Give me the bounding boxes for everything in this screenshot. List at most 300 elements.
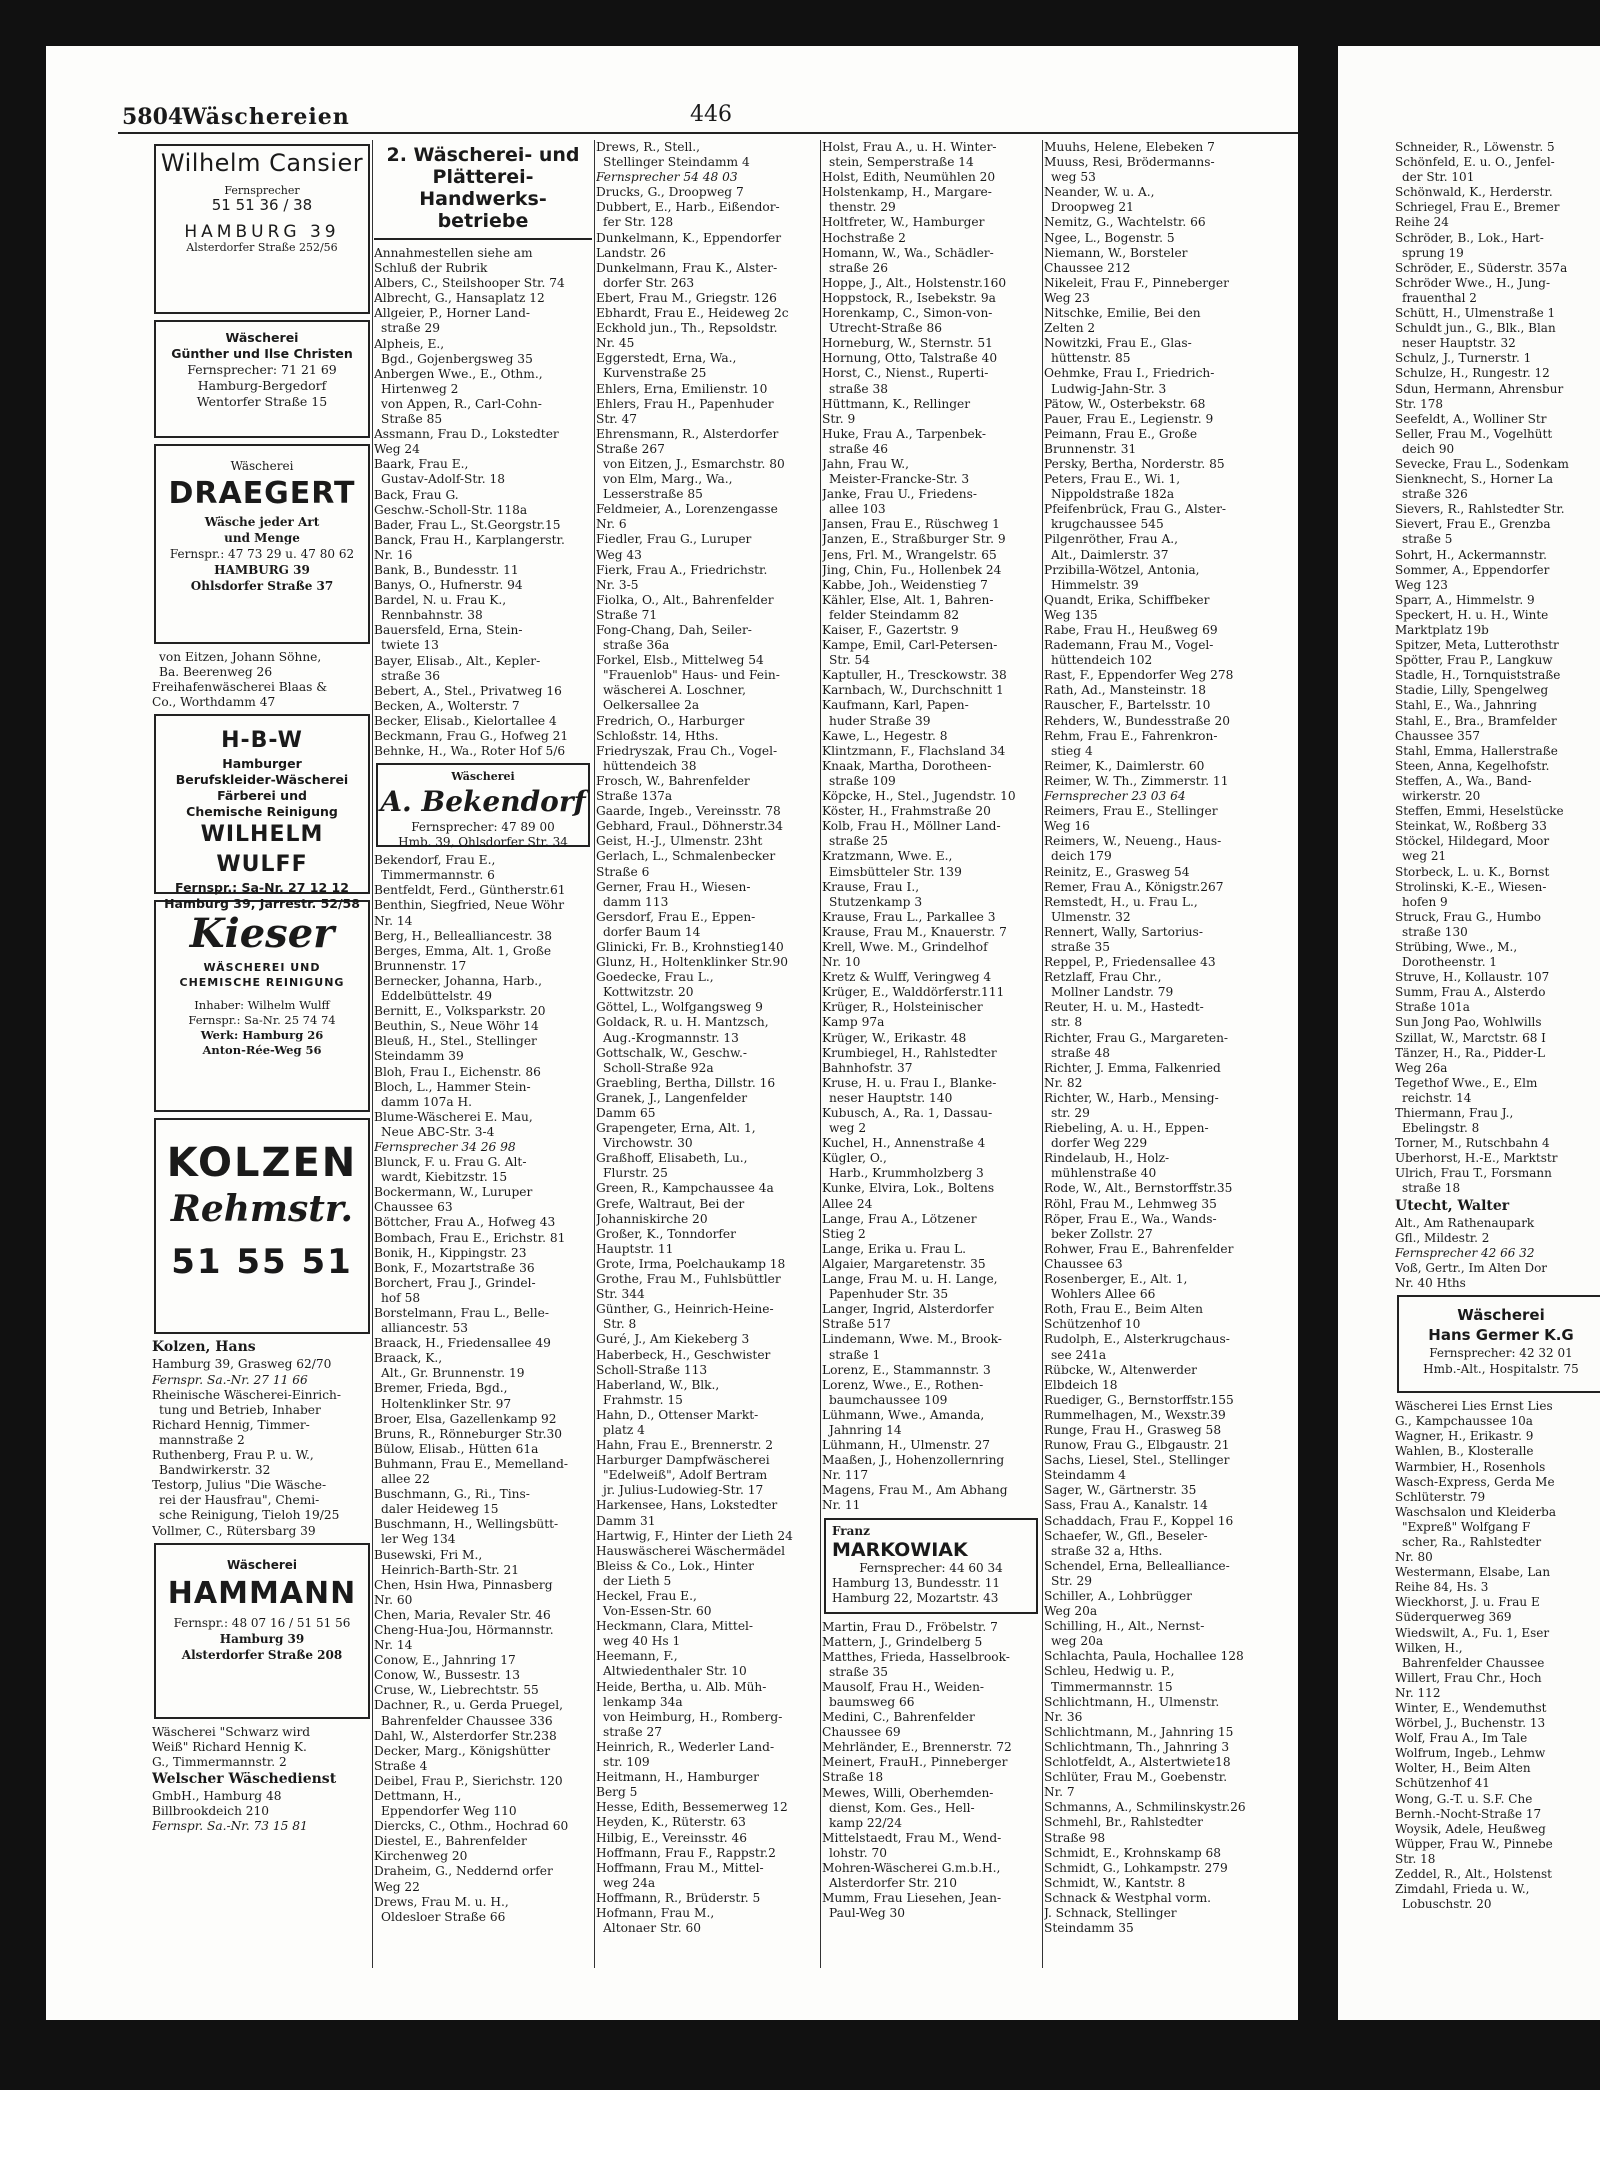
- directory-entry: Anbergen Wwe., E., Othm.,: [374, 366, 543, 381]
- column-1: [152, 140, 372, 1970]
- directory-entry: damm 113: [603, 894, 669, 909]
- directory-entry: Buhmann, Frau E., Memelland-: [374, 1456, 569, 1471]
- directory-entry: Zelten 2: [1044, 321, 1096, 336]
- ad-hbw: [154, 714, 370, 912]
- directory-entry: Martin, Frau D., Fröbelstr. 7: [822, 1619, 998, 1634]
- ad-name: Wilhelm Cansier: [160, 149, 364, 177]
- ad-address: Hamburg 39, Jarrestr. 52/58: [164, 896, 360, 912]
- directory-entry: G., Timmermannstr. 2: [152, 1754, 287, 1769]
- directory-entry: Böttcher, Frau A., Hofweg 43: [374, 1215, 556, 1230]
- directory-entry: Borstelmann, Frau L., Belle-: [374, 1306, 549, 1320]
- directory-entry: Kirchenweg 20: [374, 1849, 468, 1864]
- directory-entry: GmbH., Hamburg 48: [152, 1788, 282, 1803]
- directory-entry: Krause, Frau M., Knauerstr. 7: [822, 924, 1007, 939]
- directory-entry: weg 21: [1402, 849, 1447, 864]
- directory-entry: Weiß" Richard Hennig K.: [152, 1739, 307, 1754]
- directory-entry: Seller, Frau M., Vogelhütt: [1395, 426, 1553, 441]
- directory-entry: Nr. 60: [374, 1592, 413, 1607]
- ad-phone: 51 51 36 / 38: [211, 196, 313, 215]
- ad-line: WÄSCHEREI UND: [203, 961, 321, 975]
- ad-line: Wäsche jeder Art: [204, 515, 320, 529]
- directory-entry: Jahn, Frau W.,: [822, 456, 910, 471]
- directory-entry: Schmidt, W., Kantstr. 8: [1044, 1875, 1186, 1890]
- directory-entry: Hofmann, Frau M.,: [596, 1905, 715, 1920]
- directory-entry: Hesse, Edith, Bessemerweg 12: [596, 1800, 788, 1815]
- directory-entry: straße 35: [829, 1664, 888, 1679]
- directory-entry: see 241a: [1051, 1347, 1107, 1362]
- directory-entry: Grapengeter, Erna, Alt. 1,: [596, 1121, 756, 1136]
- directory-entry: Rudolph, E., Alsterkrugchaus-: [1044, 1332, 1230, 1347]
- directory-entry: Rennert, Wally, Sartorius-: [1044, 924, 1203, 939]
- directory-entry: Weg 22: [374, 1879, 420, 1894]
- directory-entry: Weg 135: [1044, 607, 1098, 622]
- directory-entry: Hornung, Otto, Talstraße 40: [822, 351, 998, 366]
- directory-entry: Weg 16: [1044, 819, 1090, 834]
- directory-entry: Back, Frau G.: [374, 487, 459, 502]
- directory-entry: Lindemann, Wwe. M., Brook-: [822, 1332, 1002, 1347]
- ad-city: HAMBURG 39: [214, 563, 310, 577]
- directory-entry: Wäscherei Lies Ernst Lies: [1395, 1399, 1553, 1414]
- directory-entry: Nr. 82: [1044, 1075, 1083, 1090]
- ad-phone: Fernspr.: Sa-Nr. 25 74 74: [188, 1013, 336, 1028]
- directory-entry: Alt., Am Rathenaupark: [1395, 1215, 1535, 1230]
- directory-entry: Kamp 97a: [822, 1015, 885, 1030]
- directory-entry: Graebling, Bertha, Dillstr. 16: [596, 1075, 776, 1090]
- directory-entry: Holtenklinker Str. 97: [381, 1396, 512, 1411]
- directory-entry: Wilken, H.,: [1395, 1640, 1463, 1655]
- directory-entry: Bader, Frau L., St.Georgstr.15: [374, 517, 561, 532]
- directory-entry: Reimers, W., Neueng., Haus-: [1044, 834, 1222, 849]
- ad-line: Wäscherei: [225, 330, 299, 345]
- directory-entry: Algaier, Margaretenstr. 35: [822, 1256, 986, 1271]
- directory-entry: alliancestr. 53: [381, 1321, 469, 1336]
- directory-entry: Beckmann, Frau G., Hofweg 21: [374, 729, 569, 743]
- directory-entry: Banys, O., Hufnerstr. 94: [374, 578, 523, 593]
- directory-entry: Bernecker, Johanna, Harb.,: [374, 973, 543, 988]
- directory-entry: Voß, Gertr., Im Alten Dor: [1395, 1260, 1548, 1275]
- directory-entry: Quandt, Erika, Schiffbeker: [1044, 592, 1210, 607]
- entry-list: [152, 1340, 372, 1538]
- directory-entry: tung und Betrieb, Inhaber: [159, 1402, 321, 1417]
- directory-entry: mannstraße 2: [159, 1432, 245, 1447]
- ad-kolzen: [154, 1118, 370, 1334]
- directory-entry: Meister-Francke-Str. 3: [829, 472, 970, 487]
- directory-entry: Fernsprecher 42 66 32: [1395, 1245, 1535, 1260]
- directory-entry: Rehders, W., Bundesstraße 20: [1044, 713, 1231, 728]
- directory-entry: Allgeier, P., Horner Land-: [374, 306, 530, 321]
- directory-entry: Zimdahl, Frieda u. W.,: [1395, 1882, 1530, 1897]
- directory-entry: Schützenhof 41: [1395, 1776, 1490, 1791]
- directory-entry: Conow, E., Jahnring 17: [374, 1653, 516, 1668]
- ad-name: H-B-W: [221, 728, 303, 754]
- directory-entry: Johanniskirche 20: [596, 1211, 708, 1226]
- directory-entry: Nr. 10: [822, 955, 861, 970]
- ad-address: Alsterdorfer Straße 252/56: [186, 241, 338, 255]
- directory-entry: Sass, Frau A., Kanalstr. 14: [1044, 1498, 1208, 1513]
- directory-entry: Bloch, L., Hammer Stein-: [374, 1079, 531, 1094]
- ad-line: Franz: [832, 1523, 870, 1538]
- directory-entry: Assmann, Frau D., Lokstedter: [374, 427, 559, 442]
- ad-markowiak: [824, 1518, 1038, 1614]
- directory-entry: Straße 137a: [596, 789, 673, 804]
- directory-entry: Langer, Ingrid, Alsterdorfer: [822, 1302, 994, 1317]
- directory-entry: Krause, Frau L., Parkallee 3: [822, 909, 996, 924]
- directory-entry: Brunnenstr. 17: [374, 958, 467, 973]
- directory-entry: allee 103: [829, 502, 886, 517]
- directory-entry: Hauptstr. 11: [596, 1241, 674, 1256]
- directory-entry: straße 48: [1051, 1045, 1110, 1060]
- directory-entry: Landstr. 26: [596, 245, 666, 260]
- directory-entry: Richard Hennig, Timmer-: [152, 1417, 310, 1432]
- directory-entry: straße 29: [381, 321, 440, 336]
- directory-entry: Schluß der Rubrik: [374, 261, 488, 276]
- directory-entry: Spitzer, Meta, Lutterothstr: [1395, 638, 1559, 653]
- directory-entry: Goedecke, Frau L.,: [596, 970, 714, 985]
- directory-entry: Krüger, W., Erikastr. 48: [822, 1030, 967, 1045]
- column-6: [1395, 140, 1600, 1970]
- directory-entry: Nippoldstraße 182a: [1051, 487, 1175, 502]
- directory-entry: allee 22: [381, 1472, 430, 1487]
- directory-entry: Peimann, Frau E., Große: [1044, 426, 1198, 441]
- entry-list: [822, 1620, 1040, 1922]
- directory-entry: Sevecke, Frau L., Sodenkam: [1395, 456, 1569, 471]
- column-3: [596, 140, 818, 1970]
- ad-address: Hmb. 39, Ohlsdorfer Str. 34: [398, 835, 568, 850]
- ad-phone: Fernspr.: Sa-Nr. 27 12 12: [175, 880, 349, 896]
- directory-entry: Tegethof Wwe., E., Elm: [1395, 1075, 1538, 1090]
- directory-entry: Bandwirkerstr. 32: [159, 1463, 271, 1478]
- ad-address: Wentorfer Straße 15: [196, 394, 328, 409]
- directory-entry: Holtfreter, W., Hamburger: [822, 215, 985, 230]
- directory-entry: jr. Julius-Ludowieg-Str. 17: [603, 1483, 764, 1498]
- directory-entry: Krumbiegel, H., Rahlstedter: [822, 1045, 997, 1060]
- directory-entry: Flurstr. 25: [603, 1166, 668, 1181]
- directory-entry: Frahmstr. 15: [603, 1392, 683, 1407]
- directory-entry: Homann, W., Wa., Schädler-: [822, 245, 994, 260]
- directory-entry: Fernsprecher 23 03 64: [1044, 789, 1186, 804]
- directory-entry: Rehm, Frau E., Fahrenkron-: [1044, 728, 1218, 743]
- directory-entry: straße 1: [829, 1347, 881, 1362]
- directory-entry: Torner, M., Rutschbahn 4: [1395, 1136, 1550, 1151]
- directory-entry: Jahnring 14: [829, 1422, 902, 1437]
- directory-entry: Ehlers, Erna, Emilienstr. 10: [596, 381, 768, 396]
- directory-entry: Green, R., Kampchaussee 4a: [596, 1181, 774, 1196]
- directory-entry: baumsweg 66: [829, 1695, 915, 1709]
- directory-entry: Dunkelmann, Frau K., Alster-: [596, 260, 778, 275]
- entry-list: [596, 140, 818, 1936]
- directory-entry: krugchaussee 545: [1051, 517, 1164, 532]
- ad-address: Alsterdorfer Straße 208: [181, 1647, 343, 1662]
- directory-entry: Ehlers, Frau H., Papenhuder: [596, 396, 774, 411]
- directory-entry: Schönfeld, E. u. O., Jenfel-: [1395, 155, 1555, 170]
- directory-entry: Rauscher, F., Bartelsstr. 10: [1044, 698, 1211, 713]
- directory-entry: Mittelstaedt, Frau M., Wend-: [822, 1830, 1002, 1845]
- ad-city: Hamburg 39: [219, 1631, 305, 1646]
- ad-line: Wäscherei: [1457, 1306, 1545, 1325]
- directory-entry: Heinrich, R., Wederler Land-: [596, 1739, 775, 1754]
- directory-entry: weg 40 Hs 1: [603, 1634, 681, 1649]
- directory-entry: Bank, B., Bundesstr. 11: [374, 562, 519, 577]
- directory-entry: Weg 123: [1395, 577, 1448, 592]
- directory-entry: Deibel, Frau P., Sierichstr. 120: [374, 1773, 563, 1788]
- directory-entry: Alt., Gr. Brunnenstr. 19: [381, 1366, 525, 1381]
- column-divider: [820, 140, 821, 1968]
- directory-entry: Wieckhorst, J. u. Frau E: [1395, 1595, 1540, 1610]
- entry-list: [1395, 140, 1600, 1291]
- entry-list: [374, 246, 592, 759]
- directory-entry: Goldack, R. u. H. Mantzsch,: [596, 1015, 769, 1030]
- directory-entry: Röper, Frau E., Wa., Wands-: [1044, 1211, 1217, 1226]
- directory-entry: Nr. 7: [1044, 1785, 1075, 1800]
- directory-entry: Magens, Frau M., Am Abhang: [822, 1483, 1008, 1498]
- directory-entry: Heckmann, Clara, Mittel-: [596, 1619, 754, 1634]
- directory-entry: Heemann, F.,: [596, 1649, 678, 1664]
- ad-phone: 51 55 51: [171, 1242, 353, 1283]
- directory-entry: der Lieth 5: [603, 1573, 672, 1588]
- ad-name: Günther und Ilse Christen: [171, 346, 353, 361]
- directory-entry: Co., Worthdamm 47: [152, 695, 276, 710]
- directory-entry: str. 109: [603, 1755, 650, 1770]
- directory-entry: Rode, W., Alt., Bernstorffstr.35: [1044, 1181, 1233, 1196]
- directory-entry: Reimers, Frau E., Stellinger: [1044, 804, 1218, 819]
- directory-entry: Ngee, L., Bogenstr. 5: [1044, 230, 1175, 245]
- directory-entry: Fiolka, O., Alt., Bahrenfelder: [596, 592, 774, 607]
- directory-entry: scher, Ra., Rahlstedter: [1402, 1534, 1542, 1549]
- directory-entry: Frosch, W., Bahrenfelder: [596, 773, 750, 788]
- directory-entry: huder Straße 39: [829, 713, 931, 728]
- directory-entry: Dachner, R., u. Gerda Pruegel,: [374, 1698, 563, 1713]
- directory-entry: Wörbel, J., Buchenstr. 13: [1395, 1716, 1546, 1731]
- directory-entry: wäscherei A. Loschner,: [603, 683, 746, 698]
- directory-entry: Allee 24: [822, 1196, 873, 1211]
- directory-entry: Köpcke, H., Stel., Jugendstr. 10: [822, 789, 1016, 804]
- section-title-line: Plätterei-Handwerks-: [419, 166, 547, 210]
- directory-entry: Pauer, Frau E., Legienstr. 9: [1044, 411, 1214, 426]
- directory-entry: Drucks, G., Droopweg 7: [596, 185, 744, 200]
- directory-entry: Hochstraße 2: [822, 230, 906, 245]
- directory-entry: rei der Hausfrau", Chemi-: [159, 1493, 320, 1508]
- directory-entry: hüttenstr. 85: [1051, 351, 1131, 366]
- directory-entry: Wahlen, B., Klosteralle: [1395, 1444, 1534, 1459]
- directory-entry: Gfl., Mildestr. 2: [1395, 1230, 1490, 1245]
- directory-entry: Lorenz, Wwe., E., Rothen-: [822, 1377, 984, 1392]
- directory-entry: Fernsprecher 54 48 03: [596, 170, 738, 185]
- directory-entry: Glinicki, Fr. B., Krohnstieg140: [596, 939, 784, 954]
- column-divider: [594, 140, 595, 1968]
- directory-entry: Fernsprecher 34 26 98: [374, 1139, 516, 1154]
- ad-phone: Fernspr.: 47 73 29 u. 47 80 62: [169, 547, 355, 561]
- directory-entry: Bahrenfelder Chaussee: [1402, 1655, 1545, 1670]
- ad-line: Rehmstr.: [170, 1188, 354, 1231]
- directory-entry: str. 8: [1051, 1015, 1083, 1030]
- ad-name: Kieser: [189, 910, 335, 958]
- directory-entry: Schröder, E., Süderstr. 357a: [1395, 260, 1568, 275]
- directory-entry: lohstr. 70: [829, 1845, 887, 1860]
- ad-name: KOLZEN: [166, 1140, 358, 1187]
- entry-list: [1044, 140, 1296, 1936]
- directory-entry: Lange, Erika u. Frau L.: [822, 1241, 966, 1256]
- directory-entry: Annahmestellen siehe am: [374, 246, 533, 260]
- ad-kieser: [154, 900, 370, 1112]
- directory-entry: Großer, K., Tonndorfer: [596, 1226, 736, 1241]
- directory-entry: Ehrensmann, R., Alsterdorfer: [596, 426, 779, 441]
- scan-border-left: [0, 0, 46, 2090]
- directory-entry: Speckert, H. u. H., Winte: [1395, 607, 1549, 622]
- directory-entry: Muuhs, Helene, Elebeken 7: [1044, 140, 1215, 154]
- directory-entry: Winter, E., Wendemuthst: [1395, 1701, 1547, 1715]
- directory-entry: Fredrich, O., Harburger: [596, 713, 745, 728]
- directory-entry: Oldesloer Straße 66: [381, 1909, 506, 1924]
- directory-entry: Kaiser, F., Gazertstr. 9: [822, 623, 959, 637]
- directory-entry: straße 36a: [603, 638, 670, 653]
- directory-entry: Braack, H., Friedensallee 49: [374, 1336, 551, 1351]
- directory-entry: Bekendorf, Frau E.,: [374, 853, 496, 868]
- directory-entry: Wong, G.-T. u. S.F. Che: [1395, 1791, 1533, 1806]
- directory-entry: Schneider, R., Löwenstr. 5: [1395, 140, 1555, 154]
- directory-entry: Holst, Edith, Neumühlen 20: [822, 170, 996, 185]
- ad-name: A. Bekendorf: [380, 785, 586, 819]
- directory-entry: fer Str. 128: [603, 215, 674, 230]
- directory-entry: Waschsalon und Kleiderba: [1395, 1504, 1557, 1519]
- directory-entry: Kubusch, A., Ra. 1, Dassau-: [822, 1106, 993, 1120]
- directory-entry: weg 20a: [1051, 1634, 1104, 1649]
- entry-list: [152, 650, 372, 710]
- directory-entry: Szillat, W., Marctstr. 68 I: [1395, 1030, 1546, 1045]
- section-title: [374, 140, 592, 240]
- ad-line: und Menge: [224, 531, 300, 545]
- directory-entry: Steffen, Emmi, Heselstücke: [1395, 804, 1564, 819]
- directory-entry: Dettmann, H.,: [374, 1789, 462, 1803]
- directory-entry: Weg 43: [596, 547, 642, 562]
- scan-border-bottom: [0, 2020, 1600, 2090]
- directory-entry: straße 130: [1402, 924, 1468, 939]
- directory-entry: Kampe, Emil, Carl-Petersen-: [822, 638, 998, 653]
- directory-entry: Altwiedenthaler Str. 10: [603, 1664, 747, 1679]
- directory-entry: Schiller, A., Lohbrügger: [1044, 1589, 1192, 1603]
- directory-entry: Göttel, L., Wolfgangsweg 9: [596, 1000, 763, 1015]
- directory-entry: Niemann, W., Borsteler: [1044, 245, 1188, 260]
- directory-entry: Uberhorst, H.-E., Marktstr: [1395, 1151, 1558, 1166]
- directory-entry: platz 4: [603, 1422, 645, 1437]
- directory-entry: Storbeck, L. u. K., Bornst: [1395, 864, 1550, 879]
- directory-entry: Schnack & Westphal vorm.: [1044, 1890, 1212, 1905]
- directory-entry: Ludwig-Jahn-Str. 3: [1051, 381, 1167, 396]
- directory-entry: Kähler, Else, Alt. 1, Bahren-: [822, 592, 994, 607]
- directory-entry: straße 36: [381, 668, 440, 683]
- directory-entry: felder Steindamm 82: [829, 607, 960, 622]
- directory-entry: Bentfeldt, Ferd., Güntherstr.61: [374, 883, 566, 898]
- directory-entry: "Frauenlob" Haus- und Fein-: [603, 668, 780, 683]
- directory-entry: Damm 31: [596, 1513, 656, 1528]
- directory-entry: Heitmann, H., Hamburger: [596, 1770, 759, 1785]
- directory-entry: Feldmeier, A., Lorenzengasse: [596, 502, 778, 517]
- directory-entry: hofen 9: [1402, 894, 1448, 909]
- directory-entry: Willert, Frau Chr., Hoch: [1395, 1670, 1542, 1685]
- section-title-line: betriebe: [437, 210, 529, 232]
- directory-entry: Schlüterstr. 79: [1395, 1489, 1486, 1504]
- directory-entry: Jens, Frl. M., Wrangelstr. 65: [822, 547, 997, 562]
- directory-entry: Papenhuder Str. 35: [829, 1287, 949, 1302]
- category-title: Wäschereien: [182, 104, 350, 130]
- ad-line: Werk: Hamburg 26: [200, 1028, 324, 1043]
- directory-entry: Köster, H., Frahmstraße 20: [822, 804, 991, 819]
- directory-entry: Weg 20a: [1044, 1604, 1098, 1619]
- directory-entry: Stahl, Emma, Hallerstraße: [1395, 743, 1558, 758]
- directory-entry: Straße 517: [822, 1317, 891, 1332]
- directory-entry: Thiermann, Frau J.,: [1395, 1106, 1514, 1120]
- directory-entry: Mollner Landstr. 79: [1051, 985, 1174, 1000]
- directory-entry: twiete 13: [381, 638, 439, 653]
- directory-entry: Reinitz, E., Grasweg 54: [1044, 864, 1190, 879]
- directory-entry: Beuthin, S., Neue Wöhr 14: [374, 1019, 539, 1034]
- directory-entry: beker Zollstr. 27: [1051, 1226, 1153, 1241]
- directory-entry: straße 38: [829, 381, 888, 396]
- directory-entry: Harburger Dampfwäscherei: [596, 1453, 770, 1468]
- directory-entry: Maaßen, J., Hohenzollernring: [822, 1453, 1005, 1468]
- directory-entry: Krüger, E., Walddörferstr.111: [822, 985, 1005, 1000]
- directory-entry: Forkel, Elsb., Mittelweg 54: [596, 653, 764, 668]
- directory-entry: Cruse, W., Liebrechtstr. 55: [374, 1683, 539, 1698]
- directory-entry: Klintzmann, F., Flachsland 34: [822, 743, 1006, 758]
- directory-entry: Billbrookdeich 210: [152, 1804, 270, 1819]
- ad-line: Wäscherei: [451, 770, 515, 784]
- directory-entry: Kügler, O.,: [822, 1151, 887, 1166]
- directory-entry: Hoffmann, Frau M., Mittel-: [596, 1860, 764, 1875]
- directory-entry: Medini, C., Bahrenfelder: [822, 1710, 975, 1725]
- directory-entry: Schröder Wwe., H., Jung-: [1395, 275, 1551, 290]
- directory-entry: Warmbier, H., Rosenhols: [1395, 1459, 1546, 1474]
- directory-entry: Utecht, Walter: [1395, 1198, 1510, 1214]
- directory-entry: Chaussee 69: [822, 1725, 901, 1740]
- directory-entry: Gebhard, Fraul., Döhnerstr.34: [596, 819, 784, 834]
- directory-entry: Lange, Frau M. u. H. Lange,: [822, 1272, 998, 1287]
- directory-entry: Kawe, L., Hegestr. 8: [822, 728, 948, 743]
- column-4: [822, 140, 1040, 1970]
- directory-entry: Neue ABC-Str. 3-4: [381, 1124, 495, 1139]
- directory-entry: Weg 23: [1044, 290, 1090, 305]
- directory-entry: Hamburg 39, Grasweg 62/70: [152, 1357, 332, 1372]
- directory-entry: Horenkamp, C., Simon-von-: [822, 306, 993, 321]
- directory-entry: Braack, K.,: [374, 1351, 443, 1366]
- directory-entry: Lesserstraße 85: [603, 487, 703, 502]
- directory-entry: Schönwald, K., Herderstr.: [1395, 185, 1553, 200]
- ad-address: Hamburg 22, Mozartstr. 43: [832, 1590, 999, 1605]
- directory-entry: Janzen, E., Straßburger Str. 9: [822, 532, 1006, 547]
- directory-entry: ler Weg 134: [381, 1532, 456, 1547]
- directory-entry: Hahn, Frau E., Brennerstr. 2: [596, 1438, 774, 1453]
- directory-entry: Remstedt, H., u. Frau L.,: [1044, 894, 1198, 909]
- directory-entry: Draheim, G., Neddernd orfer: [374, 1864, 553, 1879]
- directory-entry: Süderquerweg 369: [1395, 1610, 1512, 1625]
- directory-entry: Kabbe, Joh., Weidenstieg 7: [822, 577, 988, 592]
- directory-entry: Hilbig, E., Vereinsstr. 46: [596, 1830, 748, 1845]
- directory-entry: Harkensee, Hans, Lokstedter: [596, 1498, 778, 1513]
- directory-entry: Chaussee 63: [374, 1200, 453, 1215]
- directory-entry: Kunke, Elvira, Lok., Boltens: [822, 1181, 995, 1196]
- directory-entry: Timmermannstr. 6: [381, 868, 495, 883]
- directory-entry: Buschmann, H., Wellingsbütt-: [374, 1517, 559, 1532]
- ad-phone: Fernsprecher: 44 60 34: [859, 1560, 1003, 1575]
- directory-entry: Steindamm 39: [374, 1049, 464, 1064]
- directory-entry: Ba. Beerenweg 26: [159, 665, 273, 680]
- directory-entry: Lühmann, Wwe., Amanda,: [822, 1407, 985, 1422]
- directory-entry: Kratzmann, Wwe. E.,: [822, 849, 953, 864]
- directory-entry: Wiedswilt, A., Fu. 1, Eser: [1395, 1625, 1550, 1640]
- directory-entry: Pilgenröther, Frau A.,: [1044, 532, 1179, 547]
- directory-entry: Hoppstock, R., Isebekstr. 9a: [822, 290, 996, 305]
- directory-entry: Timmermannstr. 15: [1051, 1679, 1173, 1694]
- directory-entry: Hirtenweg 2: [381, 381, 459, 396]
